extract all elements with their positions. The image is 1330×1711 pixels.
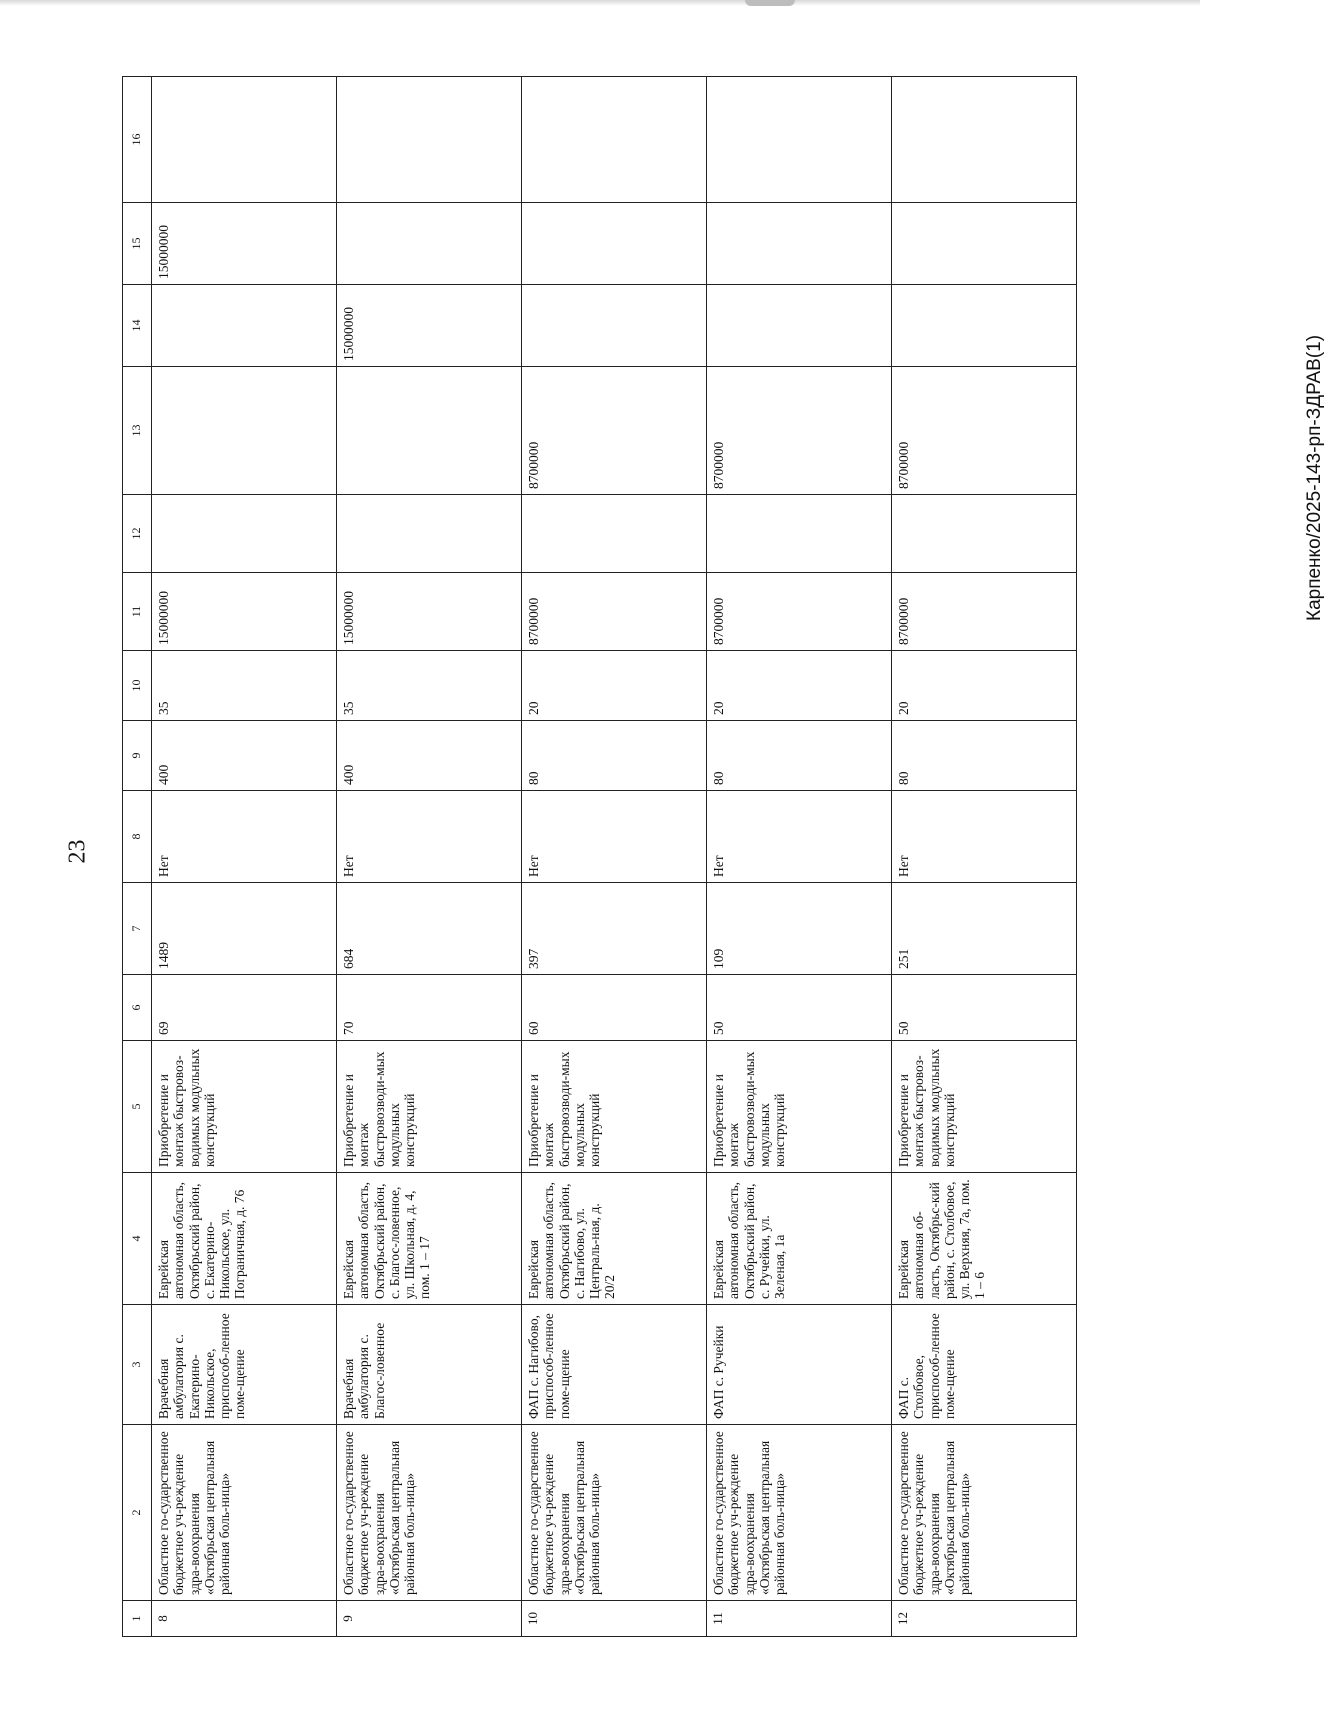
address-cell: Еврейская автономная область, Октябрьский район, с. Нагибово, ул. Централь-ная, д. 20/2 xyxy=(522,1173,707,1305)
header-cell: 10 xyxy=(123,651,152,721)
amount-cell xyxy=(892,203,1077,285)
header-cell: 13 xyxy=(123,367,152,495)
value-cell: 35 xyxy=(152,651,337,721)
measure-cell: Приобретение и монтаж быстровоз-водимых модульных конструкций xyxy=(892,1041,1077,1173)
document-code: Карпенко/2025-143-рп-ЗДРАВ(1) xyxy=(1304,334,1325,621)
header-cell: 11 xyxy=(123,573,152,651)
header-cell: 9 xyxy=(123,721,152,791)
row-number-cell: 8 xyxy=(152,1601,337,1637)
value-cell: 20 xyxy=(707,651,892,721)
header-cell: 3 xyxy=(123,1305,152,1425)
facility-cell: ФАП с. Нагибово, приспособ-ленное поме-щение xyxy=(522,1305,707,1425)
facility-cell: Врачебная амбулатория с. Екатерино-Никольское, приспособ-ленное поме-щение xyxy=(152,1305,337,1425)
amount-cell xyxy=(892,77,1077,203)
address-cell: Еврейская автономная область, Октябрьский район, с. Благос-ловенное, ул. Школьная, д. 4, пом. 1 – 17 xyxy=(337,1173,522,1305)
header-cell: 5 xyxy=(123,1041,152,1173)
value-cell: 69 xyxy=(152,975,337,1041)
measure-cell: Приобретение и монтаж быстровозводи-мых модульных конструкций xyxy=(337,1041,522,1173)
table-row xyxy=(152,77,337,1637)
amount-cell xyxy=(152,285,337,367)
amount-cell xyxy=(522,203,707,285)
address-cell: Еврейская автономная область, Октябрьский район, с. Екатерино-Никольское, ул. Пограничная, д. 76 xyxy=(152,1173,337,1305)
table-row xyxy=(337,77,522,1637)
value-cell: Нет xyxy=(707,791,892,883)
amount-cell xyxy=(522,77,707,203)
amount-cell xyxy=(337,495,522,573)
amount-cell: 8700000 xyxy=(892,573,1077,651)
value-cell: 400 xyxy=(337,721,522,791)
amount-cell xyxy=(152,367,337,495)
header-cell: 15 xyxy=(123,203,152,285)
value-cell: 1489 xyxy=(152,883,337,975)
amount-cell: 8700000 xyxy=(522,573,707,651)
header-cell: 4 xyxy=(123,1173,152,1305)
table-row xyxy=(522,77,707,1637)
value-cell: 70 xyxy=(337,975,522,1041)
amount-cell: 15000000 xyxy=(152,203,337,285)
value-cell: 35 xyxy=(337,651,522,721)
amount-cell xyxy=(522,285,707,367)
address-cell: Еврейская автономная область, Октябрьский район, с. Ручейки, ул. Зеленая, 1а xyxy=(707,1173,892,1305)
value-cell: Нет xyxy=(152,791,337,883)
amount-cell: 15000000 xyxy=(152,573,337,651)
amount-cell xyxy=(707,495,892,573)
value-cell: 50 xyxy=(707,975,892,1041)
value-cell: 397 xyxy=(522,883,707,975)
institution-cell: Областное го-сударственное бюджетное уч-реждение здра-воохранения «Октябрьская центральная районная боль-ница» xyxy=(152,1425,337,1601)
value-cell: Нет xyxy=(522,791,707,883)
amount-cell xyxy=(152,495,337,573)
facilities-table xyxy=(122,76,1077,1637)
amount-cell xyxy=(707,77,892,203)
amount-cell xyxy=(337,77,522,203)
value-cell: 60 xyxy=(522,975,707,1041)
facility-cell: ФАП с. Столбовое, приспособ-ленное поме-щение xyxy=(892,1305,1077,1425)
facility-cell: Врачебная амбулатория с. Благос-ловенное xyxy=(337,1305,522,1425)
value-cell: 684 xyxy=(337,883,522,975)
rotated-table-container xyxy=(122,77,1069,1637)
row-number-cell: 9 xyxy=(337,1601,522,1637)
value-cell: 400 xyxy=(152,721,337,791)
scan-top-edge xyxy=(0,0,1200,6)
table-header-row xyxy=(123,77,152,1637)
value-cell: 251 xyxy=(892,883,1077,975)
header-cell: 2 xyxy=(123,1425,152,1601)
amount-cell xyxy=(337,367,522,495)
amount-cell: 15000000 xyxy=(337,285,522,367)
header-cell: 8 xyxy=(123,791,152,883)
amount-cell: 8700000 xyxy=(707,367,892,495)
amount-cell xyxy=(522,495,707,573)
amount-cell: 8700000 xyxy=(522,367,707,495)
row-number-cell: 10 xyxy=(522,1601,707,1637)
facility-cell: ФАП с. Ручейки xyxy=(707,1305,892,1425)
institution-cell: Областное го-сударственное бюджетное уч-реждение здра-воохранения «Октябрьская центральная районная боль-ница» xyxy=(707,1425,892,1601)
amount-cell xyxy=(152,77,337,203)
address-cell: Еврейская автономная об-ласть, Октябрьс-кий район, с. Столбовое, ул. Верхняя, 7а, пом. 1 – 6 xyxy=(892,1173,1077,1305)
header-cell: 12 xyxy=(123,495,152,573)
table-row xyxy=(707,77,892,1637)
table-row xyxy=(892,77,1077,1637)
value-cell: 80 xyxy=(707,721,892,791)
institution-cell: Областное го-сударственное бюджетное уч-реждение здра-воохранения «Октябрьская центральная районная боль-ница» xyxy=(522,1425,707,1601)
measure-cell: Приобретение и монтаж быстровозводи-мых модульных конструкций xyxy=(522,1041,707,1173)
scan-smudge xyxy=(745,0,795,6)
institution-cell: Областное го-сударственное бюджетное уч-реждение здра-воохранения «Октябрьская центральная районная боль-ница» xyxy=(337,1425,522,1601)
institution-cell: Областное го-сударственное бюджетное уч-реждение здра-воохранения «Октябрьская центральная районная боль-ница» xyxy=(892,1425,1077,1601)
value-cell: 20 xyxy=(522,651,707,721)
value-cell: Нет xyxy=(892,791,1077,883)
amount-cell: 15000000 xyxy=(337,573,522,651)
header-cell: 6 xyxy=(123,975,152,1041)
amount-cell xyxy=(337,203,522,285)
amount-cell: 8700000 xyxy=(707,573,892,651)
amount-cell xyxy=(707,285,892,367)
value-cell: Нет xyxy=(337,791,522,883)
measure-cell: Приобретение и монтаж быстровозводи-мых модульных конструкций xyxy=(707,1041,892,1173)
amount-cell: 8700000 xyxy=(892,367,1077,495)
header-cell: 1 xyxy=(123,1601,152,1637)
header-cell: 7 xyxy=(123,883,152,975)
amount-cell xyxy=(707,203,892,285)
row-number-cell: 12 xyxy=(892,1601,1077,1637)
value-cell: 20 xyxy=(892,651,1077,721)
page-number: 23 xyxy=(64,839,91,864)
header-cell: 14 xyxy=(123,285,152,367)
amount-cell xyxy=(892,285,1077,367)
value-cell: 109 xyxy=(707,883,892,975)
row-number-cell: 11 xyxy=(707,1601,892,1637)
header-cell: 16 xyxy=(123,77,152,203)
value-cell: 80 xyxy=(522,721,707,791)
value-cell: 50 xyxy=(892,975,1077,1041)
amount-cell xyxy=(892,495,1077,573)
measure-cell: Приобретение и монтаж быстровоз-водимых модульных конструкций xyxy=(152,1041,337,1173)
value-cell: 80 xyxy=(892,721,1077,791)
